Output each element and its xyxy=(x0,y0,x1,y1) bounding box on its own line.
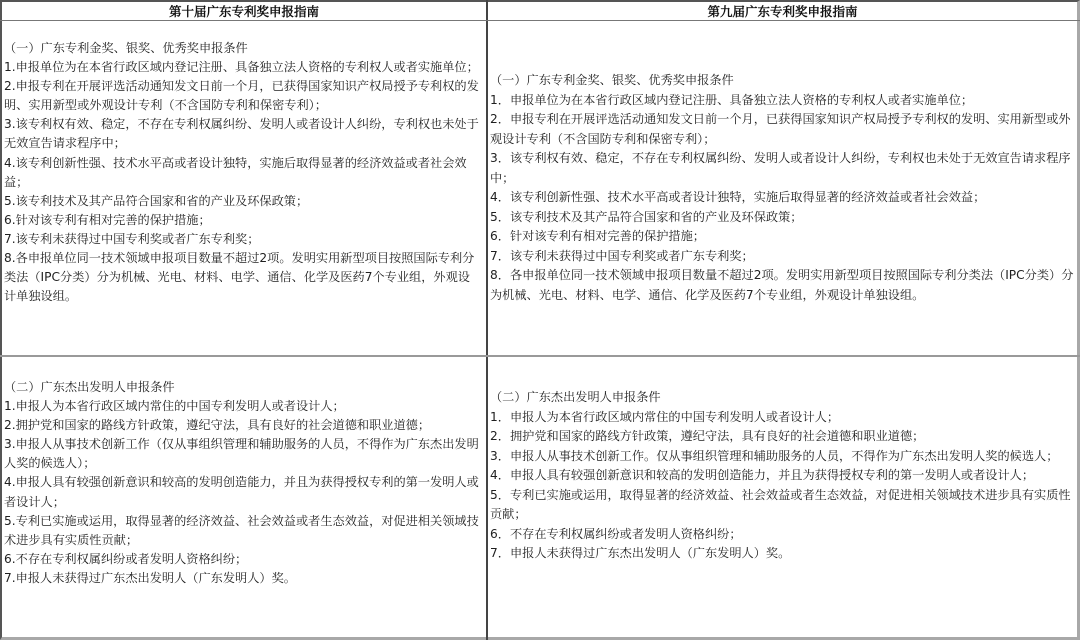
row-divider xyxy=(0,355,1080,357)
condition-item: 5．该专利技术及其产品符合国家和省的产业及环保政策； xyxy=(490,209,803,224)
condition-item: 5.该专利技术及其产品符合国家和省的产业及环保政策； xyxy=(4,193,309,208)
header-tenth-session: 第十届广东专利奖申报指南 xyxy=(168,4,319,19)
condition-item: 7．申报人未获得过广东杰出发明人（广东发明人）奖。 xyxy=(490,546,791,560)
condition-item: 3.该专利权有效、稳定，不存在专利权属纠纷、发明人或者设计人纠纷，专利权也未处于无效宣告请求程序中； xyxy=(4,117,479,151)
cell-tenth-patent-award-conditions xyxy=(4,39,480,306)
condition-item: 7.该专利未获得过中国专利奖或者广东专利奖； xyxy=(4,231,260,246)
condition-item: 4.该专利创新性强、技术水平高或者设计独特，实施后取得显著的经济效益或者社会效益； xyxy=(4,155,467,189)
condition-item: 2.申报专利在开展评选活动通知发文日前一个月，已获得国家知识产权局授予专利权的发明、实用新型或外观设计专利（不含国防专利和保密专利）； xyxy=(4,79,479,113)
condition-item: 1.申报人为本省行政区域内常住的中国专利发明人或者设计人； xyxy=(4,399,345,414)
condition-item: 7.申报人未获得过广东杰出发明人（广东发明人）奖。 xyxy=(4,570,296,585)
condition-item: 5．专利已实施或运用，取得显著的经济效益、社会效益或者生态效益，对促进相关领域技术进步具有实质性贡献； xyxy=(490,487,1071,521)
condition-item: 8．各申报单位同一技术领域申报项目数量不超过2项。发明实用新型项目按照国际专利分类法（IPC分类）分为机械、光电、材料、电学、通信、化学及医药7个专业组，外观设计单独设组。 xyxy=(490,268,1074,302)
section-title: （一）广东专利金奖、银奖、优秀奖申报条件 xyxy=(490,73,734,87)
condition-item: 6．针对该专利有相对完善的保护措施； xyxy=(490,229,705,243)
section-title: （二）广东杰出发明人申报条件 xyxy=(490,390,661,404)
condition-item: 3．申报人从事技术创新工作。仅从事组织管理和辅助服务的人员，不得作为广东杰出发明人奖的候选人； xyxy=(490,448,1059,463)
cell-ninth-inventor-conditions xyxy=(490,388,1076,564)
condition-item: 4.申报人具有较强创新意识和较高的发明创造能力，并且为获得授权专利的第一发明人或者设计人； xyxy=(4,475,479,509)
condition-item: 5.专利已实施或运用，取得显著的经济效益、社会效益或者生态效益，对促进相关领域技术进步具有实质性贡献； xyxy=(4,513,479,547)
condition-item: 6.不存在专利权属纠纷或者发明人资格纠纷； xyxy=(4,551,248,566)
condition-item: 1.申报单位为在本省行政区域内登记注册、具备独立法人资格的专利权人或者实施单位； xyxy=(4,60,479,75)
column-divider xyxy=(486,0,488,640)
condition-item: 3.申报人从事技术创新工作（仅从事组织管理和辅助服务的人员，不得作为广东杰出发明人奖的候选人）； xyxy=(4,437,479,471)
condition-item: 6.针对该专利有相对完善的保护措施； xyxy=(4,212,211,227)
condition-item: 2．申报专利在开展评选活动通知发文日前一个月，已获得国家知识产权局授予专利权的发明、实用新型或外观设计专利（不含国防专利和保密专利）； xyxy=(490,112,1071,146)
condition-item: 4．申报人具有较强创新意识和较高的发明创造能力，并且为获得授权专利的第一发明人或者设计人； xyxy=(490,468,1035,482)
section-title: （二）广东杰出发明人申报条件 xyxy=(4,380,175,394)
condition-item: 4．该专利创新性强、技术水平高或者设计独特，实施后取得显著的经济效益或者社会效益； xyxy=(490,190,986,204)
condition-item: 2.拥护党和国家的路线方针政策，遵纪守法，具有良好的社会道德和职业道德； xyxy=(4,418,431,433)
header-ninth-session: 第九届广东专利奖申报指南 xyxy=(707,4,858,19)
section-title: （一）广东专利金奖、银奖、优秀奖申报条件 xyxy=(4,41,248,55)
cell-ninth-patent-award-conditions xyxy=(490,71,1076,305)
condition-item: 1．申报人为本省行政区域内常住的中国专利发明人或者设计人； xyxy=(490,409,840,424)
condition-item: 7．该专利未获得过中国专利奖或者广东专利奖； xyxy=(490,248,754,263)
condition-item: 2．拥护党和国家的路线方针政策，遵纪守法，具有良好的社会道德和职业道德； xyxy=(490,429,925,443)
cell-tenth-inventor-conditions xyxy=(4,378,480,588)
condition-item: 6．不存在专利权属纠纷或者发明人资格纠纷； xyxy=(490,526,742,541)
condition-item: 8.各申报单位同一技术领域申报项目数量不超过2项。发明实用新型项目按照国际专利分类法（IPC分类）分为机械、光电、材料、电学、通信、化学及医药7个专业组，外观设计单独设组。 xyxy=(4,251,475,304)
condition-item: 3．该专利权有效、稳定，不存在专利权属纠纷、发明人或者设计人纠纷，专利权也未处于无效宣告请求程序中； xyxy=(490,151,1071,185)
condition-item: 1．申报单位为在本省行政区域内登记注册、具备独立法人资格的专利权人或者实施单位； xyxy=(490,92,974,107)
header-divider xyxy=(0,20,1080,21)
